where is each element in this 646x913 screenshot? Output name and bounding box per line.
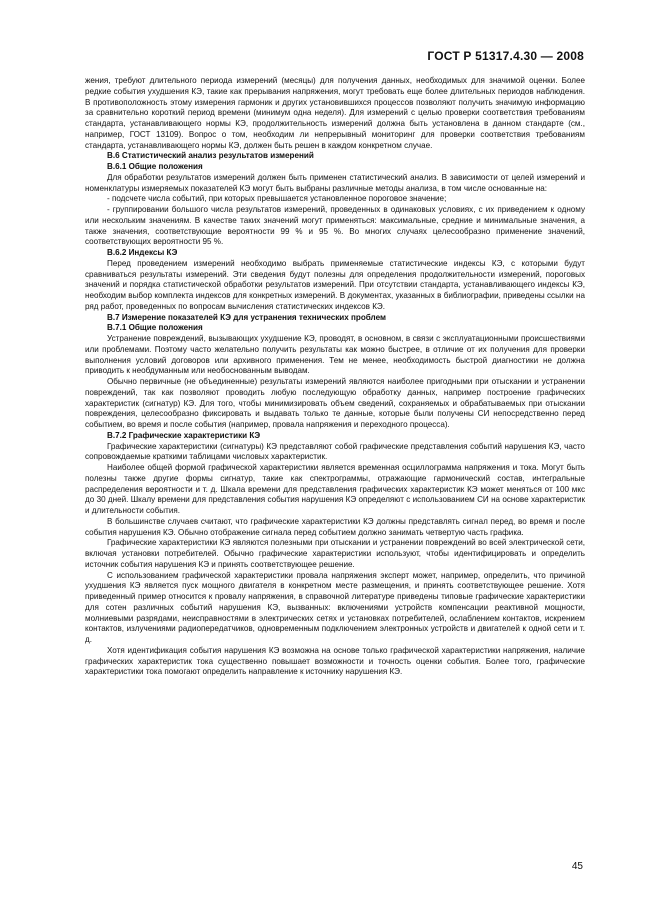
document-body [85,76,585,678]
paragraph: жения, требуют длительного периода измерений (месяцы) для получения данных, необходимых для значимой оценки. Более редкие события ухудшения КЭ, такие как прерывания напряжения, могут требовать еще более длительных периодов наблюдения. В противоположность этому измерения гармоник и других установившихся процессов позволяют получить значимую информацию за сравнительно короткий период времени (минимум одна неделя). Для измерений с целью проверки соответствия требованиям стандарта, устанавливающего нормы КЭ, продолжительность измерений должна быть установлена в данном стандарте (см., например, ГОСТ 13109). Вопрос о том, необходим ли непрерывный мониторинг для проверки соответствия требованиям стандарта, устанавливающего нормы КЭ, должен быть решен в каждом конкретном случае. [85,76,585,150]
paragraph: В большинстве случаев считают, что графические характеристики КЭ должны представлять сигнал перед, во время и после события нарушения КЭ. Обычно отображение сигнала перед событием должно занимать четвертую часть графика. [85,516,585,537]
paragraph: Для обработки результатов измерений должен быть применен статистический анализ. В зависимости от целей измерений и номенклатуры измеряемых показателей КЭ могут быть выбраны различные методы анализа, в том числе основанные на: [85,172,585,193]
paragraph: - подсчете числа событий, при которых превышается установленное пороговое значение; [107,194,447,204]
paragraph: Графические характеристики КЭ являются полезными при отыскании и устранении повреждений во всей электрической сети, включая установки потребителей. Обычно графические характеристики используют, чтобы идентифицировать и определить источник события нарушения КЭ и принять соответствующее решение. [85,538,585,569]
section-heading: В.7.2 Графические характеристики КЭ [107,430,261,440]
paragraph: Устранение повреждений, вызывающих ухудшение КЭ, проводят, в основном, в связи с эксплуатационными происшествиями или проблемами. Поэтому часто желательно получить результаты как можно быстрее, в отличие от их получения для проверки выполнения условий договоров или архивного применения. Тем не менее, необходимость быстрой диагностики не должна приводить к необдуманным или необоснованным выводам. [85,334,585,376]
section-heading: В.6 Статистический анализ результатов измерений [107,151,314,161]
section-heading: В.6.1 Общие положения [107,162,203,171]
paragraph: Перед проведением измерений необходимо выбрать применяемые статистические индексы КЭ, с которыми будут сравниваться результаты измерений. Эти сведения будут полезны для определения продолжительности измерений, пороговых значений и порядка статистической обработки результатов измерений. При отсутствии стандарта, устанавливающего индексы КЭ, необходим выбор комплекта индексов для конкретных измерений. В документах, указанных в библиографии, приведены ссылки на ряд работ, проведенных по вопросам вычисления статистических индексов КЭ. [85,258,585,311]
section-heading: В.7.1 Общие положения [107,323,203,333]
paragraph: - группировании большого числа результатов измерений, проведенных в одинаковых условиях, с их приведением к одному или нескольким значениям. В качестве таких значений могут применяться: максимальные, средние и минимальные значения, а также значения, соответствующие вероятности 99 % и 95 %. Во многих случаях целесообразно применение значений, соответствующих вероятности 95 %. [85,205,585,247]
paragraph: Хотя идентификация события нарушения КЭ возможна на основе только графической характеристики напряжения, наличие графических характеристик тока существенно повышает возможности и точность оценки события. Более того, графические характеристики тока помогают определить направление к источнику нарушения КЭ. [85,645,585,677]
paragraph: Обычно первичные (не объединенные) результаты измерений являются наиболее пригодными при отыскании и устранении повреждений, так как позволяют проводить любую последующую обработку данных, например построение графических характеристик (сигнатур) КЭ. Для того, чтобы минимизировать объем сведений, сохраняемых и обрабатываемых при отыскании повреждения, целесообразно фиксировать и выдавать только те данные, которые были получены СИ непосредственно перед событием, во время и после события (например, провала напряжения и переходного процесса). [85,377,585,429]
page-number: 45 [571,861,583,872]
paragraph: Наиболее общей формой графической характеристики является временная осциллограмма напряжения и тока. Могут быть полезны также другие формы сигнатур, такие как спектрограммы, отражающие гармонический состав, интегральные распределения вероятности и т. д. Шкала времени для представления графических характеристик КЭ может меняться от 100 мкс до 30 дней. Шкалу времени для представления события нарушения КЭ определяют с использованием СИ на основе характеристик и длительности события. [85,463,585,515]
section-heading: В.6.2 Индексы КЭ [107,248,178,257]
section-heading: В.7 Измерение показателей КЭ для устранения технических проблем [107,312,386,322]
paragraph: Графические характеристики (сигнатуры) КЭ представляют собой графические представления событий нарушения КЭ, часто сопровождаемые краткими таблицами числовых характеристик. [85,441,585,462]
paragraph: С использованием графической характеристики провала напряжения эксперт может, например, определить, что причиной ухудшения КЭ является пуск мощного двигателя в конкретном месте размещения, и принять соответствующее решение. Хотя приведенный пример относится к провалу напряжения, в справочной литературе приведены типовые графические характеристики для сотен различных событий нарушения КЭ, вызванных: включениями устройств компенсации реактивной мощности, молниевыми разрядами, неисправностями в электрических сетях и установках потребителей, ослаблением контактов, искрением контактов, излучениями радиопередатчиков, одновременным подключением электронных устройств и двигателей к одной сети и т. д. [85,570,585,644]
standard-header: ГОСТ Р 51317.4.30 — 2008 [427,49,584,63]
